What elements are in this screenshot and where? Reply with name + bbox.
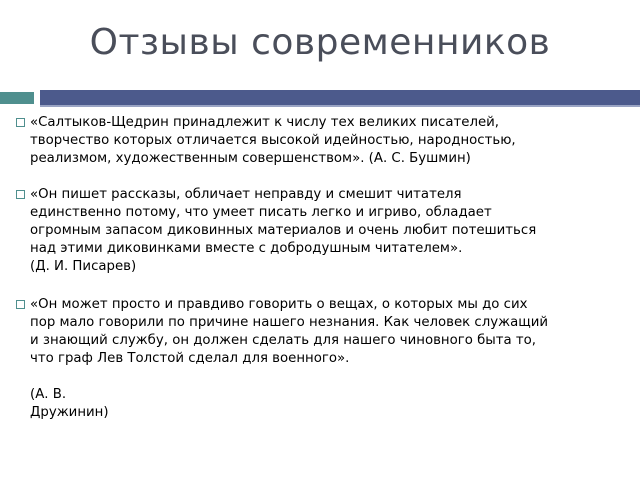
header-accent-navy [40, 90, 640, 105]
quote-druzhinin: «Он может просто и правдиво говорить о вещах, о которых мы до сих пор мало говорили по причине нашего незнания. Как человек служащий и знающий службу, он должен сделать для нашего чиновного быта то, что граф Лев Толстой сделал для военного». (А. В. Дружинин) [14, 296, 630, 422]
header-underline [40, 105, 640, 107]
page-title: Отзывы современников [89, 22, 551, 63]
header-accent-teal [0, 92, 34, 104]
quote-pisarev: «Он пишет рассказы, обличает неправду и смешит читателя единственно потому, что умеет писать легко и игриво, обладает огромным запасом диковинных материалов и очень любит потешиться над этими диковинками вместе с добродушным читателем». (Д. И. Писарев) [14, 186, 630, 276]
header-accent-gap [34, 90, 38, 106]
quote-bushmin: «Салтыков-Щедрин принадлежит к числу тех великих писателей, творчество которых отличается высокой идейностью, народностью, реализмом, художественным совершенством». (А. С. Бушмин) [14, 114, 630, 168]
quotes-list [14, 114, 630, 422]
